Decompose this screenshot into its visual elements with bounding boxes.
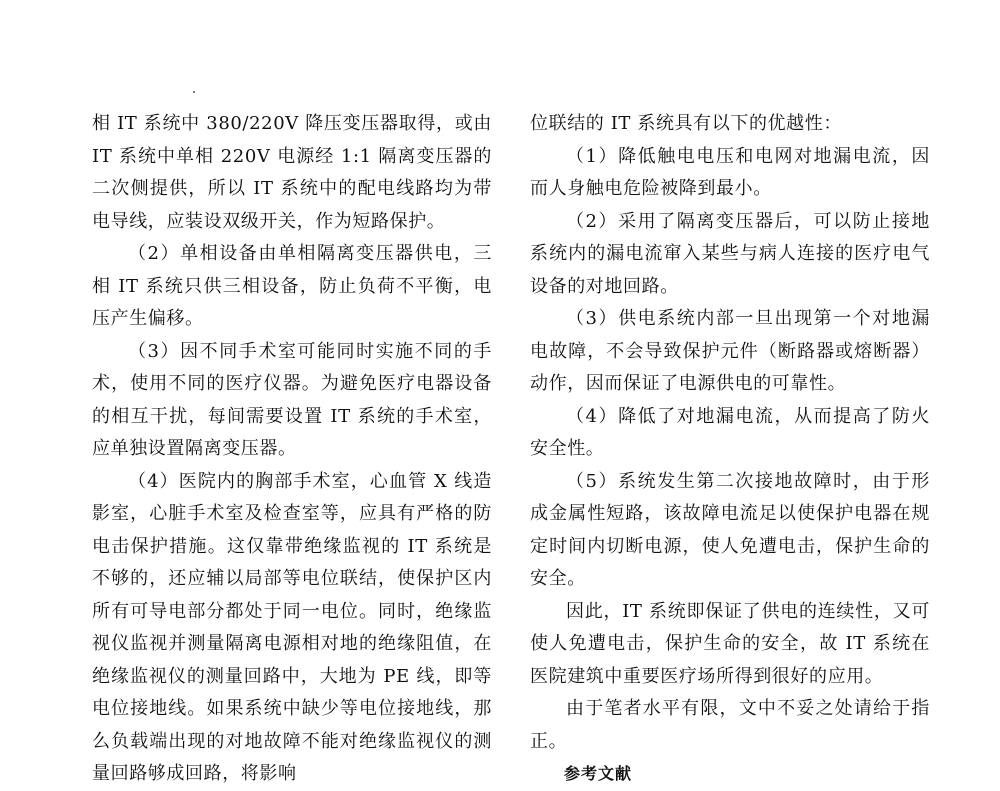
paragraph-item-4: （4）医院内的胸部手术室，心血管 X 线造影室，心脏手术室及检查室等，应具有严格的防电击保护措施。这仅靠带绝缘监视的 IT 系统是不够的，还应辅以局部等电位联结，使保护区内所有可导电部分都处于同一电位。同时，绝缘监视仪监视并测量隔离电源相对地的绝缘阻值，在绝缘监视仪的测量回路中，大地为 PE 线，即等电位接地线。如果系统中缺少等电位接地线，那么负载端出现的对地故障不能对绝缘监视仪的测量回路够成回路，将影响: [92, 470, 492, 784]
paragraph-intro: 位联结的 IT 系统具有以下的优越性：: [530, 113, 842, 134]
advantage-item-2: （2）采用了隔离变压器后，可以防止接地系统内的漏电流窜入某些与病人连接的医疗电气设备的对地回路。: [530, 210, 930, 297]
scan-speck: [193, 91, 195, 93]
paragraph-continuation: 相 IT 系统中 380/220V 降压变压器取得，或由 IT 系统中单相 220V 电源经 1:1 隔离变压器的二次侧提供，所以 IT 系统中的配电线路均为带电导线，应装设双级开关，作为短路保护。: [92, 113, 492, 232]
advantage-item-1: （1）降低触电电压和电网对地漏电流，因而人身触电危险被降到最小。: [530, 145, 930, 199]
conclusion-paragraph: 因此，IT 系统即保证了供电的连续性，又可使人免遭电击，保护生命的安全，故 IT 系统在医院建筑中重要医疗场所得到很好的应用。: [530, 600, 930, 687]
advantage-item-3: （3）供电系统内部一旦出现第一个对地漏电故障，不会导致保护元件（断路器或熔断器）动作，因而保证了电源供电的可靠性。: [530, 308, 930, 394]
paragraph-item-3: （3）因不同手术室可能同时实施不同的手术，使用不同的医疗仪器。为避免医疗电器设备的相互干扰，每间需要设置 IT 系统的手术室，应单独设置隔离变压器。: [92, 340, 492, 459]
closing-paragraph: 由于笔者水平有限，文中不妥之处请给于指正。: [530, 698, 930, 752]
references-heading: 参考文献: [564, 764, 633, 783]
paragraph-item-2: （2）单相设备由单相隔离变压器供电，三相 IT 系统只供三相设备，防止负荷不平衡，电压产生偏移。: [92, 243, 492, 329]
left-column: [92, 108, 492, 791]
right-column: [530, 108, 930, 791]
advantage-item-4: （4）降低了对地漏电流，从而提高了防火安全性。: [530, 405, 930, 459]
advantage-item-5: （5）系统发生第二次接地故障时，由于形成金属性短路，该故障电流足以使保护电器在规定时间内切断电源，使人免遭电击，保护生命的安全。: [530, 470, 930, 589]
